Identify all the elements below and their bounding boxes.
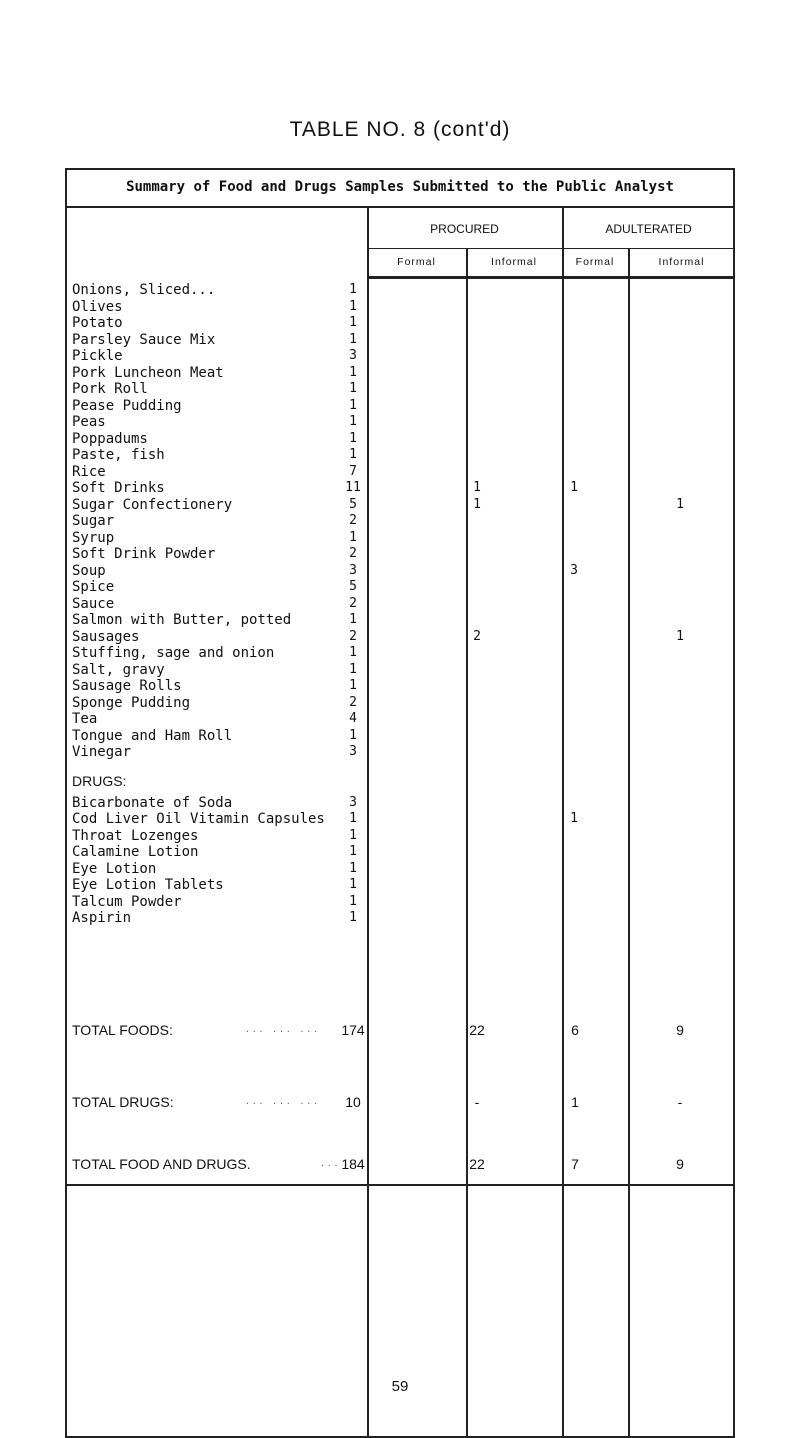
- total-food-and-drugs-row: [65, 1144, 735, 1184]
- procured-formal-value: 1: [349, 397, 357, 413]
- table-row: [70, 728, 735, 745]
- item-name: Stuffing, sage and onion: [72, 645, 275, 661]
- procured-formal-value: 1: [349, 811, 357, 826]
- procured-formal-header: Formal: [397, 256, 436, 268]
- table-row: [70, 662, 735, 679]
- item-name: Pease Pudding: [72, 397, 182, 414]
- item-name: Sugar: [72, 513, 115, 529]
- table-row: [70, 530, 735, 547]
- header-rule-2: [367, 276, 735, 279]
- table-row: [70, 877, 735, 894]
- item-name: Tea: [72, 711, 98, 727]
- adulterated-informal-header: Informal: [658, 256, 705, 268]
- item-name: Sponge Pudding: [72, 694, 191, 711]
- procured-formal-value: 1: [349, 678, 357, 693]
- table-row: [70, 828, 735, 845]
- item-name: Cod Liver Oil Vitamin Capsules: [72, 811, 325, 827]
- procured-formal-value: 1: [349, 430, 357, 446]
- item-name: Parsley Sauce Mix: [72, 331, 216, 348]
- drugs-section-label: [70, 773, 735, 795]
- procured-formal-value: 1: [349, 860, 357, 876]
- table-row: [70, 678, 735, 695]
- item-name: Onions, Sliced...: [72, 282, 216, 298]
- item-name: Soft Drink Powder: [72, 546, 216, 562]
- procured-informal-value: 22: [469, 1022, 485, 1038]
- item-name: Pork Luncheon Meat: [72, 364, 224, 381]
- sample-rows: [70, 282, 735, 927]
- procured-formal-value: 184: [341, 1156, 365, 1172]
- table-row: [70, 711, 735, 728]
- procured-formal-value: 2: [349, 513, 357, 528]
- procured-formal-value: 1: [349, 844, 357, 859]
- table-row: [70, 695, 735, 712]
- procured-formal-value: 1: [349, 414, 357, 429]
- adulterated-formal-value: 1: [571, 1094, 579, 1110]
- adulterated-formal-header: Formal: [575, 256, 615, 268]
- item-name: Syrup: [72, 529, 115, 546]
- item-name: Talcum Powder: [72, 893, 182, 910]
- procured-formal-value: 10: [345, 1094, 361, 1110]
- leader-dots: ...: [320, 1159, 341, 1168]
- table-row: [70, 315, 735, 332]
- procured-formal-value: 3: [349, 794, 357, 810]
- table-row: [70, 282, 735, 299]
- procured-formal-value: 1: [349, 331, 357, 347]
- procured-formal-value: 1: [349, 447, 357, 462]
- table-row: [70, 811, 735, 828]
- table-row: [70, 332, 735, 349]
- procured-formal-value: 1: [349, 645, 357, 660]
- adulterated-formal-value: 6: [571, 1022, 579, 1038]
- food-list: [70, 282, 735, 761]
- procured-informal-value: 2: [473, 628, 481, 644]
- item-name: Pork Roll: [72, 381, 148, 397]
- item-name: Sausages: [72, 628, 140, 645]
- item-name: Vinegar: [72, 744, 132, 760]
- procured-informal-value: 1: [473, 480, 481, 495]
- item-name: Eye Lotion: [72, 860, 157, 877]
- procured-formal-value: 1: [349, 893, 357, 909]
- item-name: Soft Drinks: [72, 480, 165, 496]
- table-row: [70, 365, 735, 382]
- table-row: [70, 398, 735, 415]
- item-name: Spice: [72, 579, 115, 595]
- table-row: [70, 910, 735, 927]
- procured-formal-value: 1: [349, 298, 357, 314]
- procured-formal-value: 1: [349, 827, 357, 843]
- total-label: TOTAL FOOD AND DRUGS.: [72, 1156, 251, 1172]
- adulterated-informal-value: 1: [676, 628, 684, 644]
- item-name: Rice: [72, 463, 106, 480]
- procured-informal-value: 1: [473, 496, 481, 512]
- table-title: TABLE NO. 8 (cont'd): [289, 118, 511, 141]
- procured-formal-value: 2: [349, 628, 357, 644]
- table-row: [70, 645, 735, 662]
- procured-informal-value: 22: [469, 1156, 485, 1172]
- drugs-label: DRUGS:: [72, 772, 127, 789]
- item-name: Pickle: [72, 348, 123, 364]
- procured-formal-value: 3: [349, 348, 357, 363]
- item-name: Olives: [72, 298, 123, 315]
- table-row: [70, 381, 735, 398]
- total-label: TOTAL DRUGS:: [72, 1094, 174, 1110]
- adulterated-formal-value: 3: [570, 562, 578, 578]
- page-number: 59: [391, 1378, 409, 1395]
- table-row: [70, 447, 735, 464]
- item-name: Bicarbonate of Soda: [72, 794, 233, 811]
- table-row: [70, 546, 735, 563]
- item-name: Potato: [72, 315, 123, 331]
- procured-formal-value: 3: [349, 744, 357, 759]
- table-row: [70, 348, 735, 365]
- procured-informal-header: Informal: [491, 256, 537, 268]
- item-name: Peas: [72, 414, 106, 430]
- table-row: [70, 744, 735, 761]
- table-row: [70, 431, 735, 448]
- adulterated-formal-value: 1: [570, 811, 578, 826]
- procured-informal-value: -: [474, 1094, 480, 1110]
- adulterated-informal-value: -: [677, 1094, 683, 1110]
- table-row: [70, 563, 735, 580]
- header-rule-1: [367, 248, 735, 249]
- item-name: Throat Lozenges: [72, 827, 199, 844]
- item-name: Eye Lotion Tablets: [72, 877, 224, 893]
- total-label: TOTAL FOODS:: [72, 1022, 173, 1038]
- item-name: Soup: [72, 562, 106, 579]
- procured-formal-value: 1: [349, 727, 357, 743]
- table-row: [70, 629, 735, 646]
- procured-formal-value: 3: [349, 562, 357, 578]
- table-row: [70, 612, 735, 629]
- adulterated-formal-value: 1: [570, 480, 578, 495]
- procured-formal-value: 1: [349, 612, 357, 627]
- table-row: [70, 596, 735, 613]
- procured-formal-value: 11: [345, 480, 361, 495]
- total-drugs-row: [65, 1082, 735, 1122]
- adulterated-informal-value: 9: [676, 1156, 684, 1172]
- adulterated-informal-value: 9: [676, 1022, 684, 1038]
- table-row: [70, 861, 735, 878]
- procured-formal-value: 1: [349, 529, 357, 545]
- procured-formal-value: 1: [349, 315, 357, 330]
- procured-formal-value: 2: [349, 546, 357, 561]
- procured-formal-value: 1: [349, 364, 357, 380]
- adulterated-informal-value: 1: [676, 496, 684, 512]
- table-bottom-rule: [65, 1184, 735, 1186]
- table-row: [70, 464, 735, 481]
- procured-formal-value: 1: [349, 381, 357, 396]
- item-name: Salmon with Butter, potted: [72, 612, 292, 628]
- procured-formal-value: 174: [341, 1022, 365, 1038]
- table-row: [70, 497, 735, 514]
- procured-formal-value: 5: [349, 579, 357, 594]
- item-name: Salt, gravy: [72, 661, 165, 678]
- drug-list: [70, 795, 735, 927]
- procured-formal-value: 4: [349, 711, 357, 726]
- table-row: [70, 579, 735, 596]
- item-name: Poppadums: [72, 430, 148, 447]
- summary-heading: Summary of Food and Drugs Samples Submitted to the Public Analyst: [65, 168, 735, 208]
- table-row: [70, 894, 735, 911]
- item-name: Paste, fish: [72, 447, 165, 463]
- item-name: Sugar Confectionery: [72, 496, 233, 513]
- item-name: Aspirin: [72, 910, 132, 926]
- leader-dots: ... ... ...: [245, 1025, 320, 1034]
- leader-dots: ... ... ...: [245, 1097, 320, 1106]
- procured-header: PROCURED: [430, 222, 499, 236]
- table-row: [70, 414, 735, 431]
- item-name: Tongue and Ham Roll: [72, 727, 233, 744]
- item-name: Sausage Rolls: [72, 678, 182, 694]
- procured-formal-value: 2: [349, 694, 357, 710]
- adulterated-formal-value: 7: [571, 1156, 579, 1172]
- procured-formal-value: 7: [349, 463, 357, 479]
- procured-formal-value: 2: [349, 595, 357, 611]
- table-row: [70, 480, 735, 497]
- table-row: [70, 844, 735, 861]
- item-name: Calamine Lotion: [72, 844, 199, 860]
- item-name: Sauce: [72, 595, 115, 612]
- table-row: [70, 513, 735, 530]
- procured-formal-value: 1: [349, 282, 357, 297]
- procured-formal-value: 1: [349, 910, 357, 925]
- total-foods-row: [65, 1010, 735, 1050]
- procured-formal-value: 5: [349, 496, 357, 512]
- adulterated-header: ADULTERATED: [605, 222, 692, 236]
- table-row: [70, 299, 735, 316]
- procured-formal-value: 1: [349, 661, 357, 677]
- procured-formal-value: 1: [349, 877, 357, 892]
- table-row: [70, 795, 735, 812]
